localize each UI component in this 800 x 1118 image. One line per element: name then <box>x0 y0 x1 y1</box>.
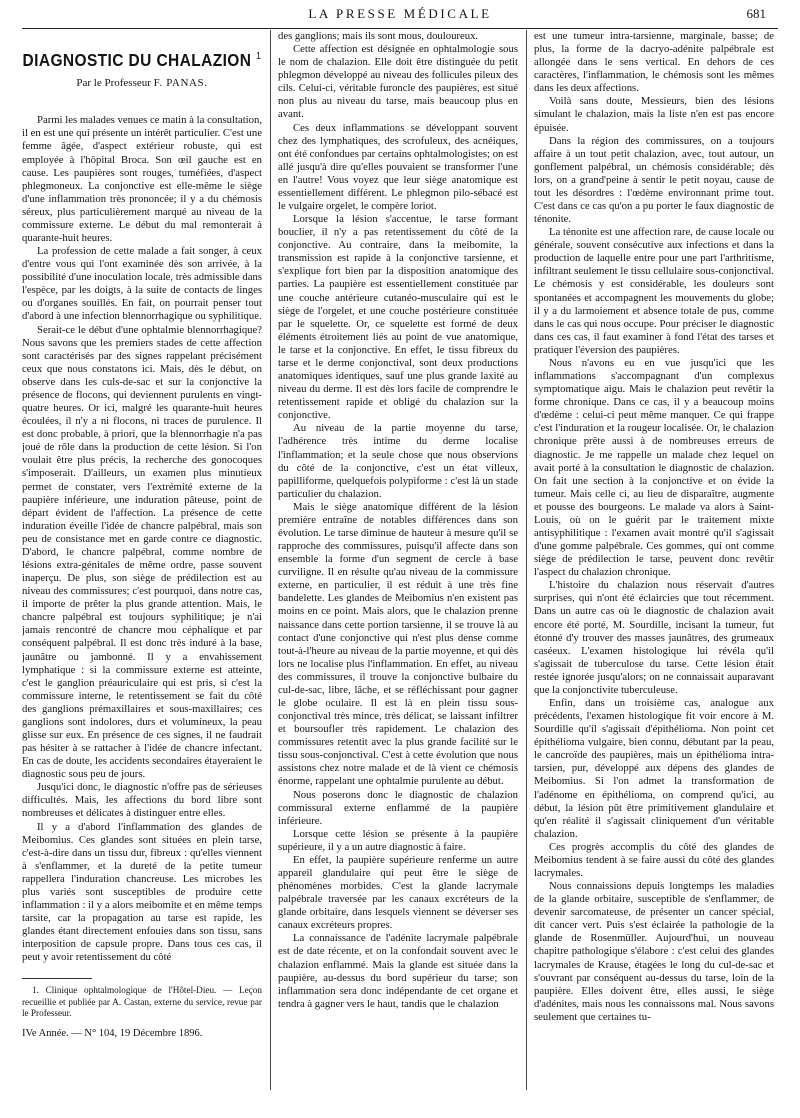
paragraph: Ces progrès accomplis du côté des glandes de Meibomius tendent à se faire aussi du côté des glandes lacrymales. <box>534 840 774 879</box>
paragraph: Voilà sans doute, Messieurs, bien des lésions simulant le chalazion, mais la liste n'en est pas encore épuisée. <box>534 95 774 134</box>
paragraph: La profession de cette malade a fait songer, à ceux d'entre vous qui l'ont examinée dès son arrivée, à la possibilité d'une inoculation locale, très admissible dans l'espèce, par les doigts, à la suite de contacts de linges ou d'organes souillés. En fait, on pourrait penser tout d'abord à une infection blennorrhagique ou syphilitique. <box>22 245 262 323</box>
footnote-rule <box>22 978 92 979</box>
column-2 <box>278 30 518 1110</box>
paragraph: Serait-ce le début d'une ophtalmie blennorrhagique? Nous savons que les premiers stades de cette affection sont caractérisés par des signes rappelant précisément ceux que nous constatons ici. Mais, dès le début, on observe dans les culs-de-sac et sur la conjonctive la présence de flocons, qui deviennent purulents en vingt-quatre heures. Or ici, malgré les quarante-huit heures écoulées, il n'y a ni flocons, ni traces de purulence. Il est donc probable, à priori, que la blennorrhagie n'a pas joué de rôle dans la production de cette lésion. Si l'on voulait être plus précis, la recherche des gonocoques s'imposerait. D'ailleurs, un examen plus minutieux permet de constater, vers l'extrémité externe de la paupière inférieure, une induration pâteuse, point de départ évident de l'affection. La présence de cette induration éveille l'idée de chancre palpébral, mais son peu de consistance met en garde contre ce diagnostic. D'abord, le chancre palpébral, comme nombre de lésions extra-génitales de même ordre, passe souvent inaperçu. De plus, son siège de prédilection est au niveau des commissures; c'est pourquoi, dans notre cas, il importe de prêter la plus grande attention. Mais, le chancre palpébral est toujours syphilitique; je n'ai jamais rencontré de chancre mou céphalique et par conséquent palpébral. Il est donc très induré à la base, jaunâtre ou jambonné. Il y a envahissement lymphatique : si la commissure externe est atteinte, c'est le ganglion préauriculaire qui est pris, si c'est la commissure interne, le retentissement se fait du côté des ganglions prémaxillaires et sous-maxillaires; ces ganglions sont indolores, durs et volumineux, la peau glisse sur eux. En présence de ces signes, il ne faudrait pas hésiter à se rattacher à l'idée de chancre infectant. En cas de doute, les accidents secondaires étayeraient le diagnostic sous peu de jours. <box>22 323 262 781</box>
paragraph: des ganglions; mais ils sont mous, douloureux. <box>278 30 479 42</box>
title-footnote-mark: 1 <box>256 49 262 62</box>
byline-prefix: Par le Professeur <box>76 77 151 90</box>
paragraph: Ces deux inflammations se développant souvent chez des lymphatiques, des scrofuleux, des acnéiques, ont été confondues par certains ophtalmologistes; on est allé jusqu'à dire qu'elles pouvaient se transformer l'une en l'autre! Vous voyez que leur siège anatomique est essentiellement différent. Le phlegmon pilo-sébacé est le vulgaire orgelet, le compère loriot. <box>278 121 518 213</box>
paragraph: Nous poserons donc le diagnostic de chalazion commissural externe enflammé de la paupière inférieure. <box>278 788 518 827</box>
header-rule <box>22 28 778 29</box>
footnote: 1. Clinique ophtalmologique de l'Hôtel-Dieu. — Leçon recueillie et publiée par A. Castan, externe du service, revue par le Professeur. <box>22 985 262 1018</box>
article-body <box>22 30 778 1110</box>
paragraph: Lorsque la lésion s'accentue, le tarse formant bouclier, il n'y a pas retentissement du côté de la conjonctive. Au contraire, dans la meibomite, la transmission est rapide à la conjonctive tarsienne, et s'explique fort bien par la disposition anatomique des parties. La paupière est essentiellement constituée par une couche antérieure cutanéo-musculaire qui est le siège de l'orgelet, et une couche postérieure constituée par le squelette. Or, ce squelette est formé de deux éléments étroitement liés au point de vue anatomique, le tarse et la conjonctive. En effet, le tissu fibreux du tarse et le derme conjonctival, sont deux productions anatomiques identiques, sauf une plus grande laxité au niveau du derme. Il est dès lors facile de comprendre le retentissement rapide et obligé du chalazion sur la conjonctive. <box>278 213 518 422</box>
paragraph: est une tumeur intra-tarsienne, marginale, basse; de plus, la forme de la dacryo-adénite palpébrale est allongée dans le sens vertical. En dehors de ces caractères, l'inflammation, le chémosis sont les mêmes dans les deux affections. <box>534 30 774 95</box>
journal-title: LA PRESSE MÉDICALE <box>308 6 492 21</box>
paragraph: L'histoire du chalazion nous réservait d'autres surprises, qui n'ont été éclaircies que tout récemment. Dans un autre cas où le diagnostic de chalazion avait encore été porté, M. Sourdille, incisant la tumeur, fut étonné d'y trouver des masses jaunâtres, des grumeaux caséeux. L'examen histologique lui révéla qu'il s'agissait de tuberculose du tarse. Cette lésion était restée ignorée jusqu'alors; on ne connaissait auparavant que la conjonctivite tuberculeuse. <box>534 579 774 696</box>
running-head <box>0 4 800 26</box>
paragraph: Nous n'avons eu en vue jusqu'ici que les inflammations s'accompagnant d'un complexus symptomatique aigu. Mais le chalazion peut revêtir la forme chronique. Dans ce cas, il y a beaucoup moins d'œdème : celui-ci peut même manquer. Ce qui frappe c'est l'induration et la rougeur localisée. Or, le chalazion chronique prête aussi à de nombreuses erreurs de diagnostic. Je me rappelle un malade chez lequel on avait porté à la consultation le diagnostic de chalazion. On fait une section à la conjonctive et on évide la tumeur. Mais celle ci, au lieu de disparaître, augmente et pousse des bourgeons. Le malade va alors à Saint-Louis, où on le guérit par le traitement mixte antisyphilitique : l'examen avait montré qu'il s'agissait d'une gomme palpébrale. Ces gommes, qui ont comme siège de prédilection le tarse, peuvent donc revêtir l'aspect du chalazion chronique. <box>534 356 774 579</box>
paragraph: La ténonite est une affection rare, de cause locale ou générale, souvent consécutive aux infections et dans la production de laquelle entre pour une part l'arthritisme, infiltrant seulement le tissu cellulaire sous-conjonctival. Le chémosis y est considérable, les douleurs sont spontanées et accompagnent les mouvements du globe; il y a du larmoiement et absence totale de pus, comme dans le cas qui nous occupe. Pour préciser le diagnostic dans ces cas, il faut examiner à fond l'état des tarses et pratiquer l'éversion des paupières. <box>534 226 774 356</box>
column-3 <box>534 30 774 1110</box>
article-title-text: DIAGNOSTIC DU CHALAZION <box>22 51 252 71</box>
paragraph: Cette affection est désignée en ophtalmologie sous le nom de chalazion. Elle doit être distinguée du petit phlegmon développé au niveau des follicules pileux des cils. Celui-ci, véritable furoncle des paupières, est situé non plus au niveau du tarse, mais beaucoup plus en avant. <box>278 43 518 121</box>
paragraph: Parmi les malades venues ce matin à la consultation, il en est une qui présente un intérêt particulier. C'est une femme âgée, d'aspect extérieur robuste, qui est employée à l'hôpital Broca. Son œil gauche est en cause. Les paupières sont rouges, tuméfiées, d'aspect phlegmoneux. La conjonctive est elle-même le siège d'une inflammation très prononcée; il y a du chémosis séreux, plus particulièrement marqué au niveau de la commissure externe. Le début du mal remonterait à quarante-huit heures. <box>22 114 262 245</box>
paragraph: Nous connaissions depuis longtemps les maladies de la glande orbitaire, susceptible de s'enflammer, de devenir sarcomateuse, de présenter un cancer spécial, dit cancer vert. Puis s'est éclairée la pathologie de la glande de Rosenmüller. Aujourd'hui, un nouveau chapitre pathologique s'élabore : c'est celui des glandes lacrymales de Krause, étagées le long du cul-de-sac et s'ouvrant par conséquent au-dessus du tarse, loin de la paupière. Elles doivent être, elles aussi, le siège d'adénites, mais nous les connaissons mal. Nous savons seulement que certaines tu- <box>534 880 774 1023</box>
article-title <box>22 49 262 69</box>
paragraph: Mais le siège anatomique différent de la lésion première entraîne de notables différences dans son évolution. Le tarse diminue de hauteur à mesure qu'il se rapproche des commissures, puisqu'il affecte dans son ensemble la forme d'un segment de cercle à base curviligne. Il en résulte qu'au niveau de la commissure externe, en particulier, il est réduit à une très fine bandelette. Les glandes de Meibomius n'en existent pas moins en ce point. Mais alors, que le chalazion prenne naissance dans cette portion tarsienne, il se trouve là au contact d'une conjonctive qui n'est plus dense comme tout-à-l'heure au niveau de la partie moyenne, et qui dès lors ne localise plus l'inflammation. En effet, au niveau des commissures, il trouve la conjonctive bulbaire du cul-de-sac, libre, lâche, et se réfléchissant pour gagner le globe oculaire. Il est là en plein tissu sous-conjonctival très mince, très délicat, se laissant infiltrer et boursoufler très rapidement. Le chalazion des commissures retentit avec la plus grande facilité sur le tissu sous-conjonctival. C'est à cette évolution que nous assistons chez notre malade et de là vient ce chémosis énorme, rappelant une ophtalmie purulente au début. <box>278 500 518 788</box>
paragraph: En effet, la paupière supérieure renferme un autre appareil glandulaire qui peut être le siège de phénomènes morbides. C'est la glande lacrymale palpébrale traversée par les canaux excréteurs de la glande orbitaire, dans lesquels viennent se déverser ses canaux excréteurs propres. <box>278 853 518 932</box>
byline <box>22 77 262 90</box>
column-1 <box>22 30 262 1110</box>
paragraph: Il y a d'abord l'inflammation des glandes de Meibomius. Ces glandes sont situées en plein tarse, c'est-à-dire dans un tissu dur, fibreux : qu'elles viennent à s'enflammer, et la dureté de la petite tumeur rappellera l'induration chancreuse. Les microbes les plus variés sont susceptibles de produire cette inflammation : il y a alors meibomite et en même temps tarsite, car la propagation au tarse est rapide, les glandes étant directement enfouies dans son tissu, sans interposition de capsule propre. Dans tous ces cas, il peut y avoir retentissement du côté <box>22 820 262 964</box>
paragraph: Lorsque cette lésion se présente à la paupière supérieure, il y a un autre diagnostic à faire. <box>278 827 518 853</box>
paragraph: Au niveau de la partie moyenne du tarse, l'adhérence très intime du derme localise l'inflammation; et la seule chose que nous observions du côté de la conjonctive, c'est un état villeux, papilliforme, quelquefois polypiforme : c'est là un stade particulier du chalazion. <box>278 422 518 500</box>
paragraph: Jusqu'ici donc, le diagnostic n'offre pas de sérieuses difficultés. Mais, les affections du bord libre sont nombreuses et délicates à distinguer entre elles. <box>22 781 262 820</box>
page-number: 681 <box>746 6 766 21</box>
paragraph: La connaissance de l'adénite lacrymale palpébrale est de date récente, et on la confondait souvent avec le chalazion enflammé. Mais la glande est située dans la paupière, au-dessus du bord supérieur du tarse; son inflammation sera donc indépendante de cet organe et tendra à gagner vers le haut, tandis que le chalazion <box>278 932 518 1010</box>
author-name: F. PANAS. <box>153 77 208 90</box>
issue-line: IVe Année. — N° 104, 19 Décembre 1896. <box>22 1028 203 1039</box>
paragraph: Dans la région des commissures, on a toujours affaire à un tout petit chalazion, avec, tout autour, un gonflement palpébral, un chémosis considérable; dès lors, on a grand'peine à sentir le petit noyau, cause de tout les désordres : l'œdème environnant prime tout. C'est dans ce cas qu'on a pu porter le faux diagnostic de ténonite. <box>534 134 774 226</box>
paragraph: Enfin, dans un troisième cas, analogue aux précédents, l'examen histologique fit voir encore à M. Sourdille qu'il s'agissait d'épithélioma. Non point cet épithélioma vulgaire, bien connu, débutant par la peau, le cancroïde des paupières, mais un épithélioma intra-tarsien, pur, développé aux dépens des glandes de Meibomius. Si l'on admet la transformation de l'adénome en épithélioma, on comprend qu'ici, au début, la lésion pût être primitivement glandulaire et qu'en réalité il s'agissait cliniquement d'un véritable chalazion. <box>534 696 774 840</box>
